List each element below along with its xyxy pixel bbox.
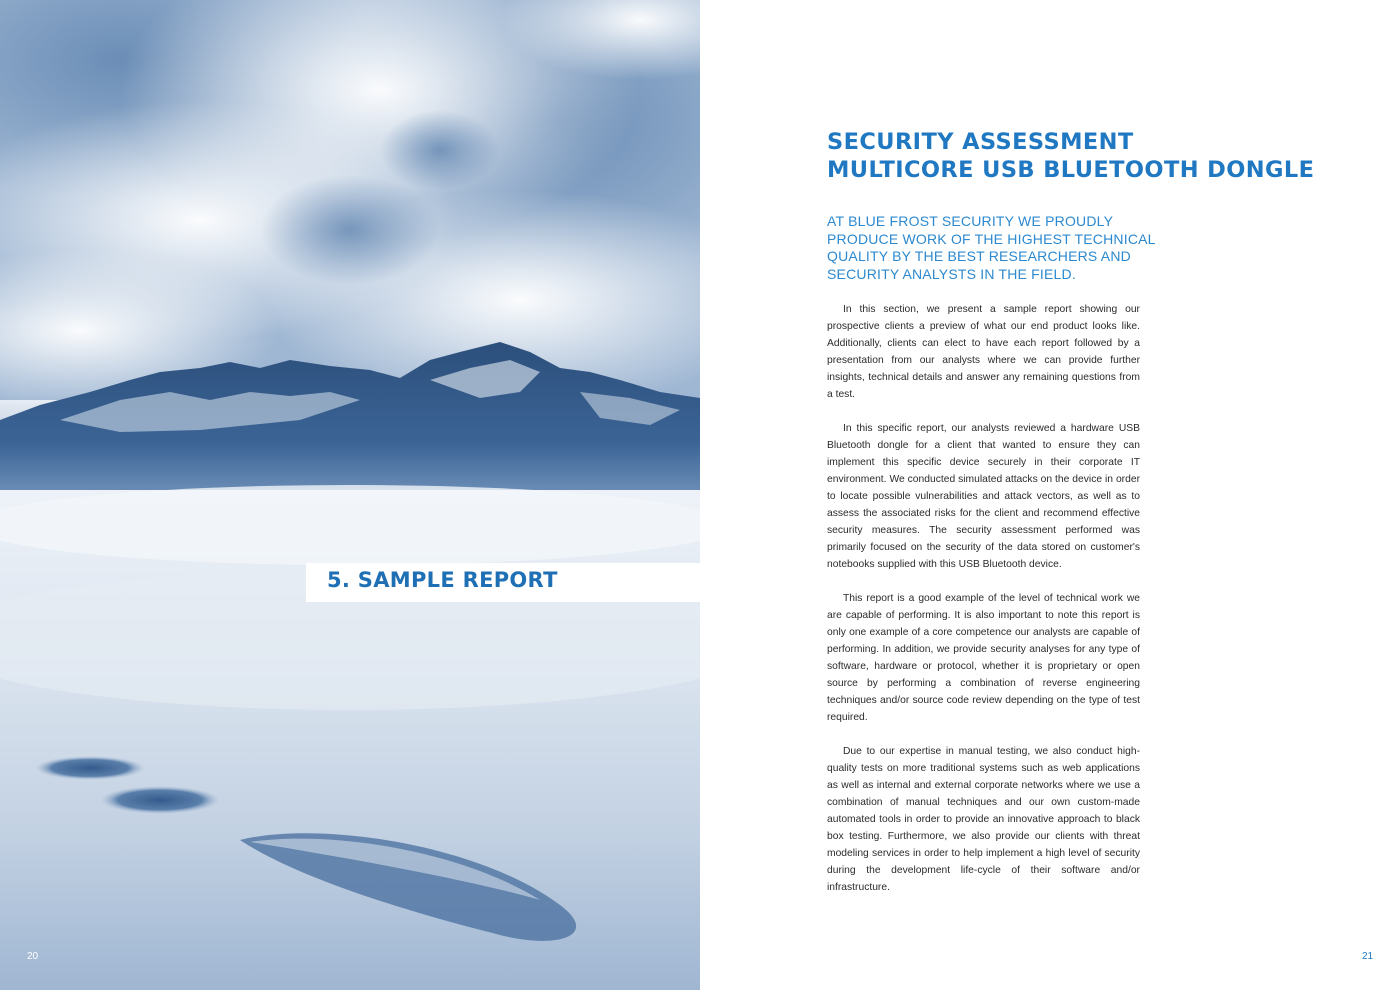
body-paragraph-1: In this section, we present a sample report showing our prospective clients a preview of what our end product looks like. Additionally, clients can elect to have each report followed by a presentation from our analysts where we can provide further insights, technical details and answer any remaining questions from a test. <box>827 304 1140 400</box>
page-number-right: 21 <box>1362 951 1374 962</box>
body-text <box>827 301 1140 913</box>
body-paragraph-4: Due to our expertise in manual testing, we also conduct high-quality tests on more traditional systems such as web applications as well as internal and external corporate networks where we use a combination of manual techniques and our own custom-made automated tools in order to provide an innovative approach to black box testing. Furthermore, we also provide our clients with threat modeling services in order to help implement a high level of security during the development life-cycle of their software and/or infrastructure. <box>827 746 1140 893</box>
lead-line-4: SECURITY ANALYSTS IN THE FIELD. <box>827 265 1076 282</box>
lead-line-1: AT BLUE FROST SECURITY WE PROUDLY <box>827 213 1114 229</box>
lead-statement <box>827 213 1157 283</box>
section-title-banner <box>306 563 700 602</box>
page-title <box>827 128 1347 184</box>
page-number-left: 20 <box>27 951 39 962</box>
title-line-2: MULTICORE USB BLUETOOTH DONGLE <box>827 157 1315 183</box>
right-page <box>700 0 1400 990</box>
title-line-1: SECURITY ASSESSMENT <box>827 129 1134 155</box>
body-paragraph-3: This report is a good example of the level of technical work we are capable of performing. It is also important to note this report is only one example of a core competence our analysts are capable of performing. In addition, we provide security analyses for any type of software, hardware or protocol, whether it is proprietary or open source by performing a combination of reverse engineering techniques and/or source code review depending on the type of test required. <box>827 593 1140 723</box>
lead-line-2: PRODUCE WORK OF THE HIGHEST TECHNICAL <box>827 230 1156 247</box>
section-title: 5. SAMPLE REPORT <box>327 568 558 592</box>
lead-line-3: QUALITY BY THE BEST RESEARCHERS AND <box>827 248 1131 264</box>
body-paragraph-2: In this specific report, our analysts reviewed a hardware USB Bluetooth dongle for a client that wanted to ensure they can implement this specific device securely in their corporate IT environment. We conducted simulated attacks on the device in order to locate possible vulnerabilities and attack vectors, as well as to assess the associated risks for the client and recommend effective security measures. The security assessment performed was primarily focused on the security of the data stored on customer's notebooks supplied with this USB Bluetooth device. <box>827 423 1140 570</box>
